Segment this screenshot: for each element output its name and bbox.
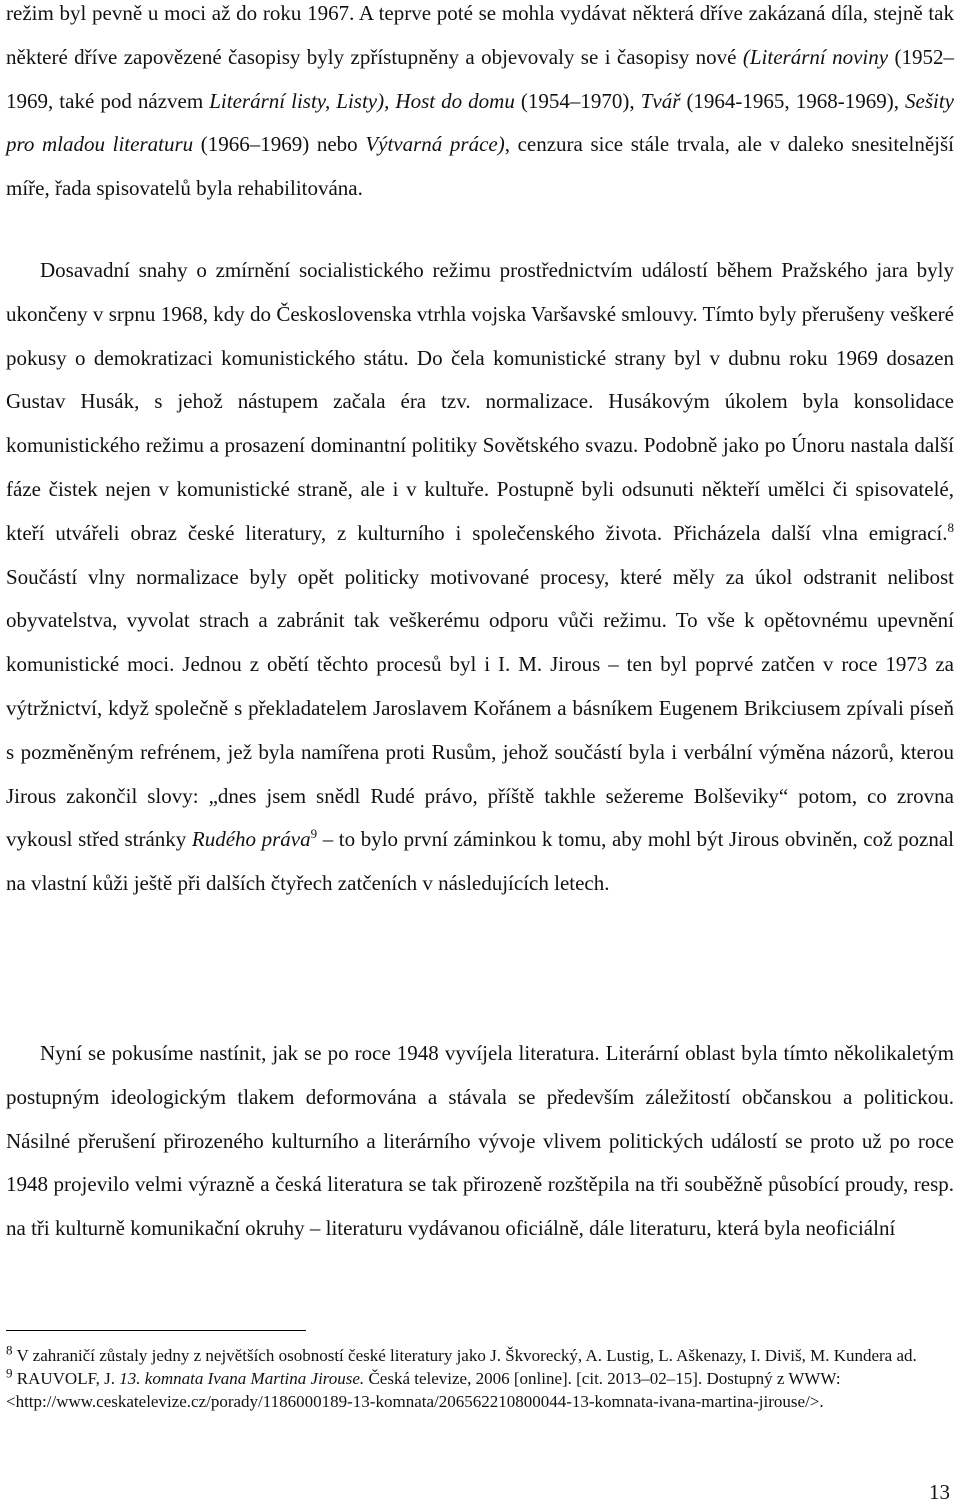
- footnote-number: 9: [6, 1365, 13, 1381]
- footnote-number: 8: [6, 1342, 13, 1358]
- text-run: režim byl pevně u moci až do roku 1967. A teprve poté se mohla vydávat některá dříve zakázaná díla, stejně tak některé dříve zapovězené časopisy byly zpřístupněny a objevovaly se i časopisy nové: [6, 1, 954, 69]
- footnote-separator: [6, 1330, 306, 1331]
- footnote-9: [6, 1367, 952, 1413]
- text-run: (1964-1965, 1968-1969),: [680, 88, 906, 113]
- footnote-italic: 13. komnata Ivana Martina Jirouse.: [119, 1369, 365, 1388]
- footnote-ref-8[interactable]: 8: [947, 519, 954, 535]
- paragraph-3: [6, 1032, 954, 1251]
- text-run: Nyní se pokusíme nastínit, jak se po roce 1948 vyvíjela literatura. Literární oblast byla tímto několikaletým postupným ideologickým tlakem deformována a stávala se především záležitostí občanskou a politickou. Násilné přerušení přirozeného kulturního a literárního vývoje vlivem politických událostí se proto už po roce 1948 projevilo velmi výrazně a česká literatura se tak přirozeně rozštěpila na tři souběžně působící proudy, resp. na tři kulturně komunikační okruhy – literaturu vydávanou oficiálně, dále literaturu, která byla neoficiální: [6, 1041, 954, 1241]
- footnotes: [6, 1344, 952, 1413]
- footnote-ref-9[interactable]: 9: [310, 826, 318, 842]
- text-run: Součástí vlny normalizace byly opět politicky motivované procesy, které měly za úkol odstranit nelibost obyvatelstva, vyvolat strach a zabránit tak veškerému odporu vůči režimu. To vše k opětovnému upevnění komunistické moci. Jednou z obětí těchto procesů byl i I. M. Jirous – ten byl poprvé zatčen v roce 1973 za výtržnictví, když společně s překladatelem Jaroslavem Kořánem a básníkem Eugenem Brikciusem zpívali píseň s pozměněným refrénem, jež byla namířena proti Rusům, jehož součástí byla i verbální výměna názorů, kterou Jirous zakončil slovy: „dnes jsem snědl Rudé právo, příště takhle sežereme Bolševiky“ potom, co zrovna vykousl střed stránky: [6, 564, 954, 852]
- footnote-text[interactable]: Česká televize, 2006 [online]. [cit. 2013–02–15]. Dostupný z WWW: <http://www.ceskatelevize.cz/porady/1186000189-13-komnata/206562210800044-13-komnata-ivana-martina-jirouse/>.: [6, 1369, 841, 1411]
- paragraph-2: [6, 249, 954, 906]
- italic-run: Sešity pro mladou literaturu: [6, 88, 954, 157]
- italic-run: Tvář: [640, 88, 681, 113]
- italic-run: (Literární noviny: [742, 44, 889, 69]
- footnote-text: RAUVOLF, J.: [12, 1369, 120, 1388]
- text-run: , cenzura sice stále trvala, ale v daleko snesitelnější míře, řada spisovatelů byla rehabilitována.: [6, 132, 954, 201]
- italic-run: Výtvarná práce): [365, 132, 505, 157]
- paragraph-1: [6, 0, 954, 211]
- italic-run: Rudého práva: [191, 827, 311, 852]
- text-run: (1966–1969) nebo: [193, 132, 366, 157]
- footnote-text: V zahraničí zůstaly jedny z největších osobností české literatury jako J. Škvorecký, A. Lustig, L. Aškenazy, I. Diviš, M. Kundera ad.: [12, 1346, 917, 1365]
- text-run: Dosavadní snahy o zmírnění socialistického režimu prostřednictvím událostí během Pražského jara byly ukončeny v srpnu 1968, kdy do Československa vtrhla vojska Varšavské smlouvy. Tímto byly přerušeny veškeré pokusy o demokratizaci komunistického státu. Do čela komunistické strany byl v dubnu roku 1969 dosazen Gustav Husák, s jehož nástupem začala éra tzv. normalizace. Husákovým úkolem byla konsolidace komunistického režimu a prosazení dominantní politiky Sovětského svazu. Podobně jako po Únoru nastala další fáze čistek nejen v komunistické straně, ale i v kultuře. Postupně byli odsunuti někteří umělci či spisovatelé, kteří utvářeli obraz české literatury, z kulturního i společenského života. Přicházela další vlna emigrací.: [6, 258, 954, 545]
- text-run: – to bylo první záminkou k tomu, aby mohl být Jirous obviněn, což poznal na vlastní kůži ještě při dalších čtyřech zatčeních v následujících letech.: [6, 827, 954, 896]
- footnote-8: [6, 1344, 952, 1367]
- text-run: (1952–1969, také pod názvem: [6, 44, 954, 113]
- text-run: (1954–1970),: [514, 88, 641, 113]
- italic-run: Literární listy, Listy), Host do domu: [209, 88, 515, 113]
- page-number: 13: [929, 1480, 950, 1504]
